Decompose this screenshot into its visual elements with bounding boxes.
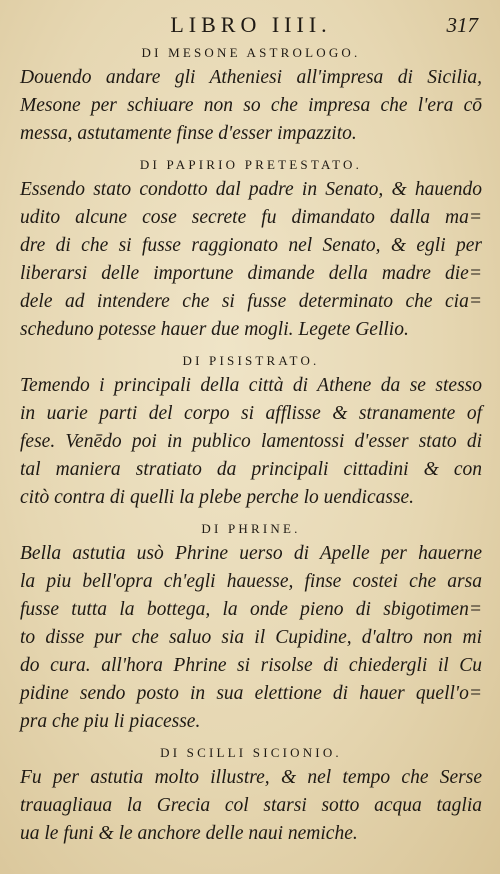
section-papirio <box>20 154 482 344</box>
text-line: fese. Venēdo poi in publico lamentossi d'esser stato di <box>20 431 482 452</box>
section-heading: DI PAPIRIO PRETESTATO. <box>139 157 363 172</box>
text-line: in uarie parti del corpo si afflisse & stranamente of <box>20 403 482 424</box>
text-line: Mesone per schiuare non so che impresa che l'era cō <box>20 95 482 116</box>
text-line: Essendo stato condotto dal padre in Senato, & hauendo <box>20 179 482 200</box>
text-line: Bella astutia usò Phrine uerso di Apelle per hauerne <box>20 543 482 564</box>
text-line: la piu bell'opra ch'egli hauesse, finse costei che arsa <box>20 571 482 592</box>
text-line: messa, astutamente finse d'esser impazzito. <box>20 123 357 144</box>
text-line: do cura. all'hora Phrine si risolse di chiedergli il Cu <box>20 655 482 676</box>
text-line: udito alcune cose secrete fu dimandato dalla ma= <box>20 207 482 228</box>
section-heading: DI PISISTRATO. <box>182 353 320 368</box>
section-heading: DI PHRINE. <box>201 521 301 536</box>
section-text <box>20 764 482 848</box>
section-scilli <box>20 742 482 848</box>
section-text <box>20 372 482 512</box>
text-line: trauagliaua la Grecia col starsi sotto acqua taglia <box>20 795 482 816</box>
section-text <box>20 540 482 736</box>
text-line: scheduno potesse hauer due mogli. Legete Gellio. <box>20 319 409 340</box>
section-phrine <box>20 518 482 736</box>
text-line: Temendo i principali della città di Athene da se stesso <box>20 375 482 396</box>
text-line: dele ad intendere che si fusse determinato che cia= <box>20 291 482 312</box>
page-number: 317 <box>446 13 478 37</box>
section-pisistrato <box>20 350 482 512</box>
text-line: dre di che si fusse raggionato nel Senato, & egli per <box>20 235 482 256</box>
text-line: Fu per astutia molto illustre, & nel tempo che Serse <box>20 767 482 788</box>
text-line: liberarsi delle importune dimande della madre die= <box>20 263 482 284</box>
running-title: LIBRO IIII. <box>170 12 332 37</box>
text-line: ua le funi & le anchore delle naui nemiche. <box>20 823 358 844</box>
section-heading: DI SCILLI SICIONIO. <box>160 745 342 760</box>
running-head <box>20 8 482 42</box>
text-line: pidine sendo posto in sua elettione di hauer quell'o= <box>20 683 482 704</box>
text-line: citò contra di quelli la plebe perche lo uendicasse. <box>20 487 415 508</box>
text-line: tal maniera stratiato da principali cittadini & con <box>20 459 482 480</box>
text-line: pra che piu li piacesse. <box>20 711 201 732</box>
text-line: fusse tutta la bottega, la onde pieno di sbigotimen= <box>20 599 482 620</box>
section-mesone <box>20 42 482 148</box>
text-line: to disse pur che saluo sia il Cupidine, d'altro non mi <box>20 627 482 648</box>
section-heading: DI MESONE ASTROLOGO. <box>141 45 361 60</box>
section-text <box>20 64 482 148</box>
text-line: Douendo andare gli Atheniesi all'impresa di Sicilia, <box>20 67 482 88</box>
section-text <box>20 176 482 344</box>
